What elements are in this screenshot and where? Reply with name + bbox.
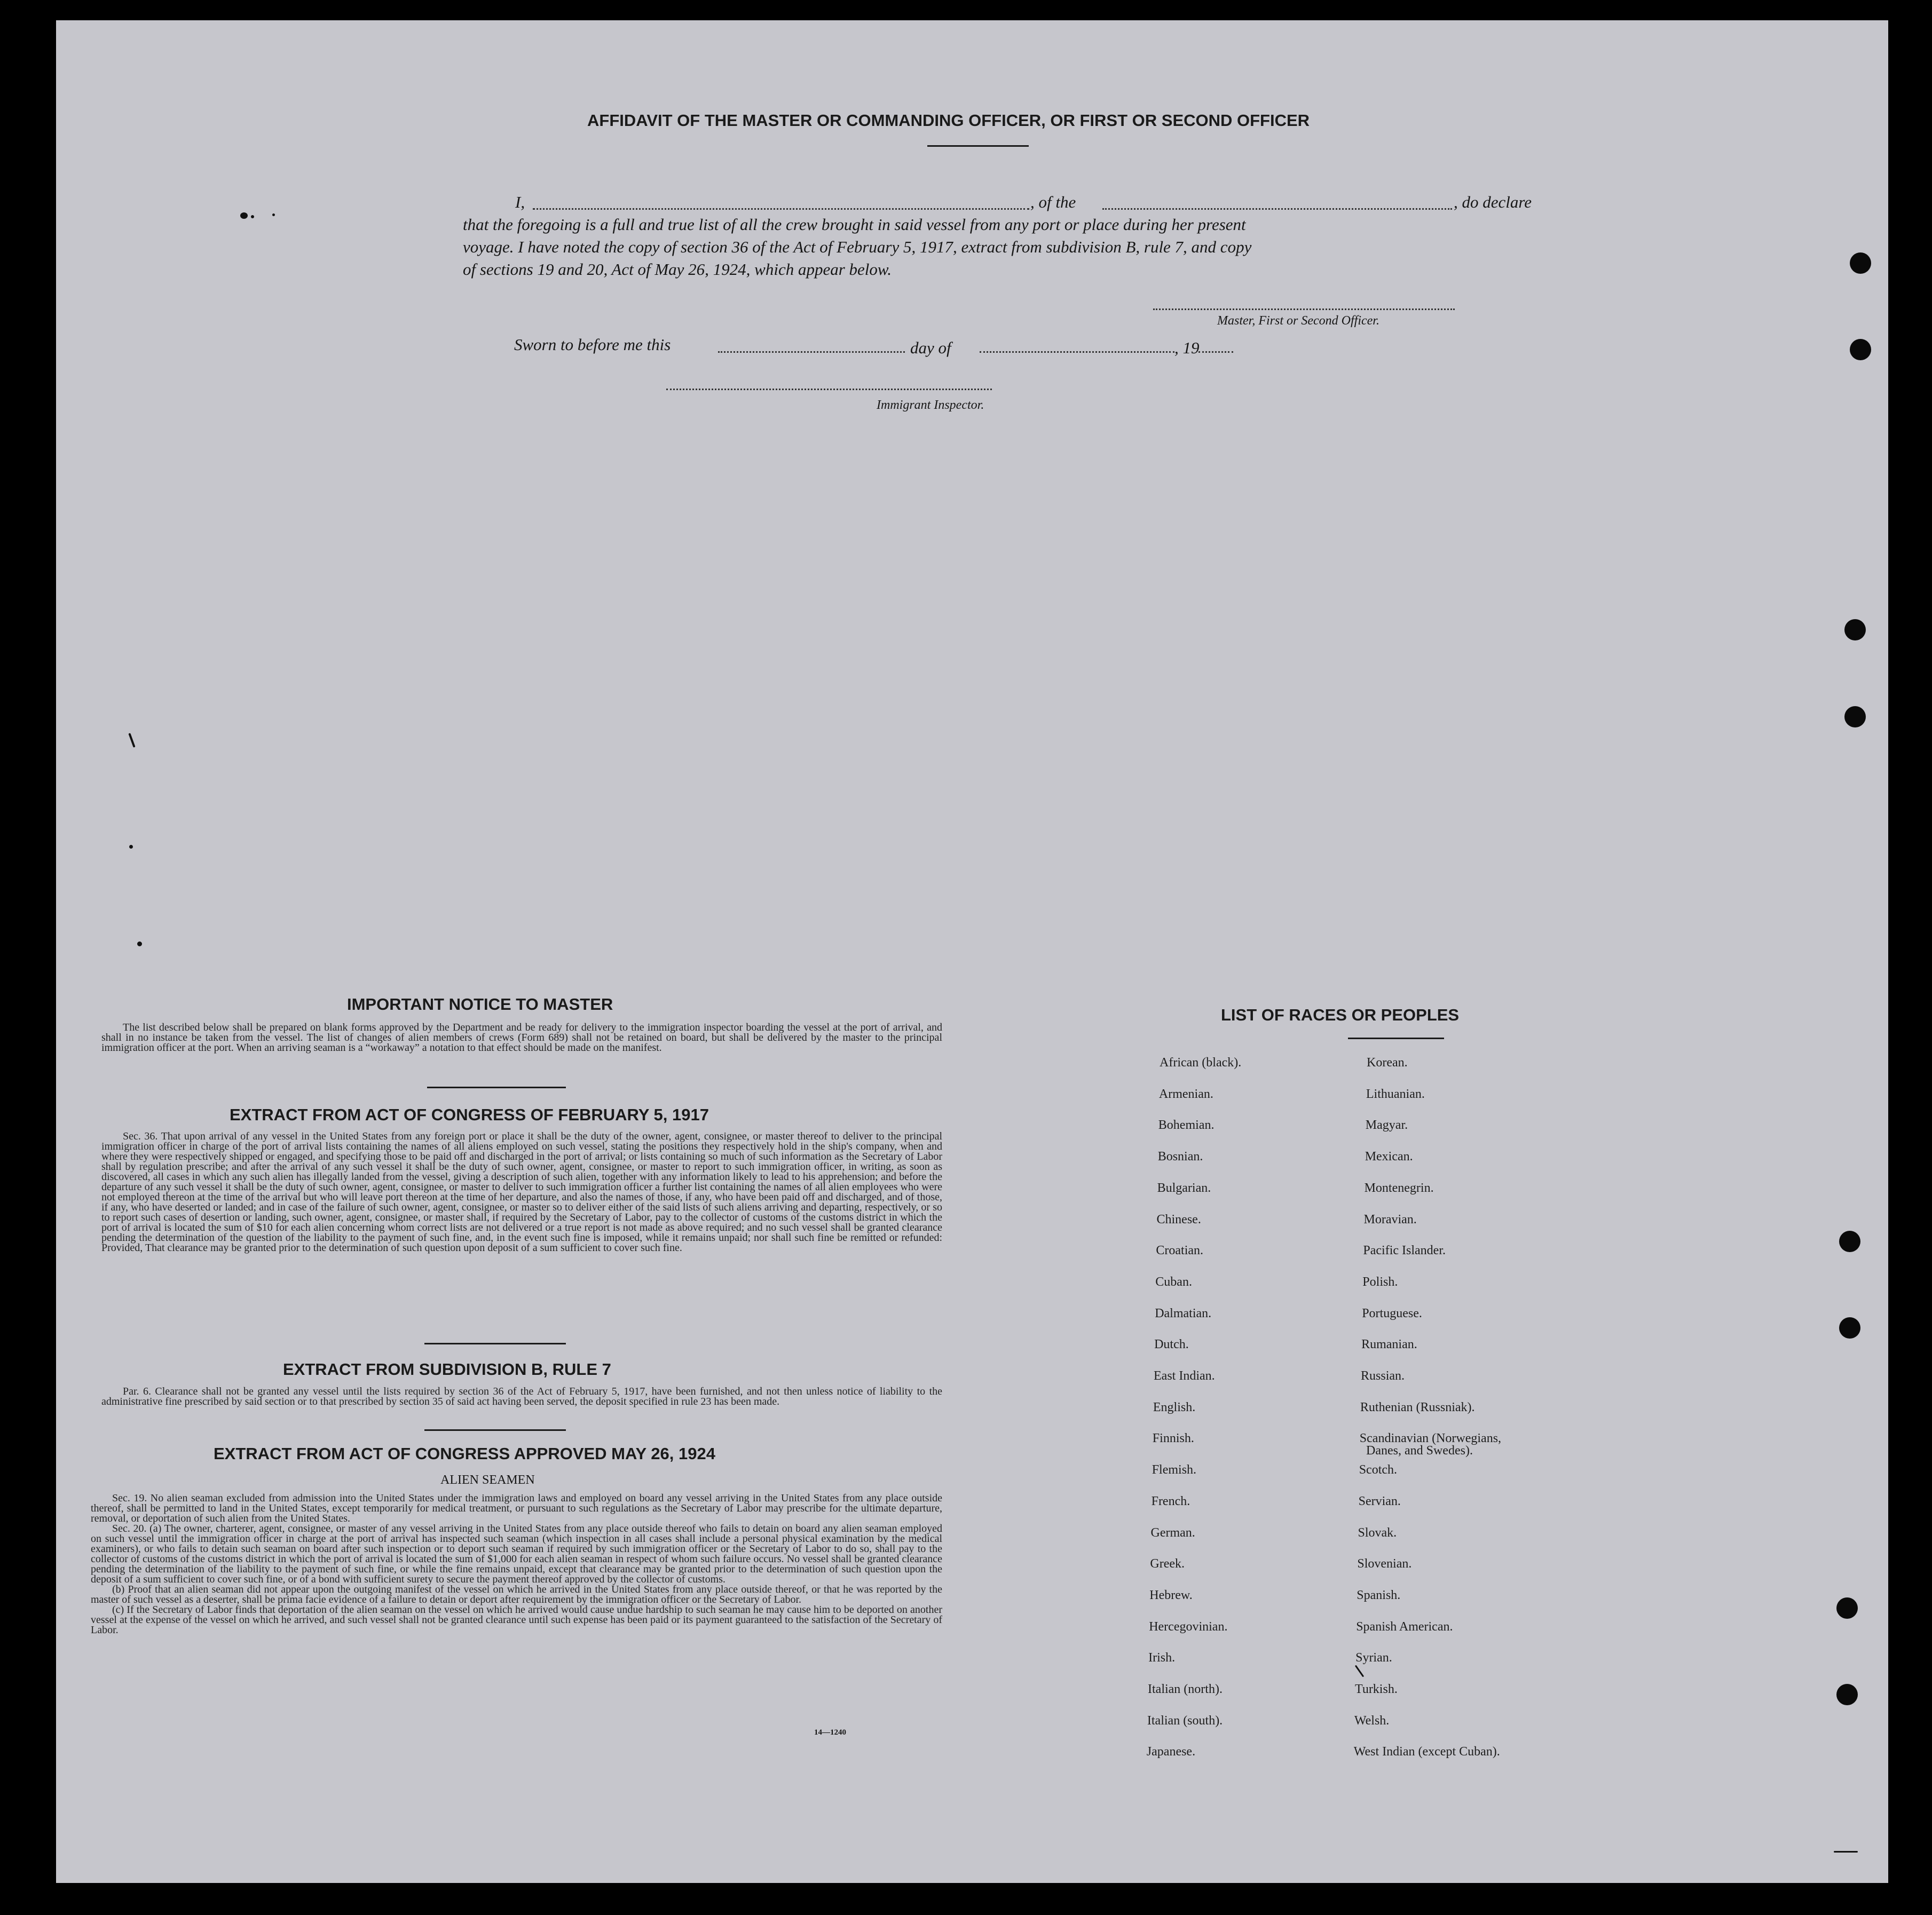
- affidavit-line1-of-the: , of the: [1030, 193, 1076, 211]
- race-item: Magyar.: [1365, 1118, 1408, 1133]
- race-item: Servian.: [1358, 1494, 1401, 1508]
- ink-speck: [1834, 1851, 1858, 1853]
- rule7-text: [101, 1387, 942, 1407]
- race-item: Bulgarian.: [1157, 1181, 1211, 1195]
- notice-paragraph: The list described below shall be prepared on blank forms approved by the Department and be ready for delivery to the immigration inspector boarding the vessel at the port of arrival, and shall in no instance be taken from the vessel. The list of changes of alien members of crews (Form 689) shall not be retained on board, but shall be delivered by the master to the principal immigration officer at the port. When an arriving seaman is a “workaway” a notation to that effect should be made on the manifest.: [101, 1022, 942, 1054]
- race-item: Montenegrin.: [1364, 1181, 1434, 1195]
- binder-hole: [1836, 1684, 1858, 1705]
- affidavit-line1-declare: , do declare: [1454, 193, 1532, 211]
- race-item: Flemish.: [1152, 1463, 1197, 1477]
- race-item: Dalmatian.: [1155, 1306, 1212, 1320]
- ink-speck: [129, 845, 133, 849]
- race-item: Japanese.: [1146, 1745, 1196, 1759]
- ink-speck: [272, 213, 275, 216]
- binder-hole: [1844, 706, 1866, 727]
- binder-hole: [1850, 339, 1871, 360]
- race-item: Greek.: [1150, 1557, 1185, 1571]
- race-item: Spanish.: [1357, 1588, 1401, 1602]
- affidavit-line4: of sections 19 and 20, Act of May 26, 1924, which appear below.: [463, 260, 892, 279]
- race-item: Syrian.: [1355, 1651, 1392, 1665]
- race-item: Dutch.: [1154, 1338, 1189, 1352]
- race-item: French.: [1151, 1494, 1190, 1508]
- inspector-caption: Immigrant Inspector.: [877, 398, 984, 412]
- binder-hole: [1850, 252, 1871, 274]
- notice-divider: [427, 1087, 566, 1088]
- year-text: , 19: [1174, 338, 1200, 357]
- race-item: Polish.: [1362, 1275, 1398, 1289]
- vessel-name-field[interactable]: [1102, 208, 1452, 210]
- affidavit-line1-i: I,: [515, 193, 525, 211]
- race-item: Bosnian.: [1157, 1150, 1203, 1164]
- form-page: [56, 20, 1888, 1883]
- races-title-underline: [1348, 1038, 1444, 1039]
- affidavit-line2: that the foregoing is a full and true list of all the crew brought in said vessel from any port or place during her present: [463, 215, 1246, 234]
- race-item: Finnish.: [1152, 1431, 1194, 1446]
- race-item: Hercegovinian.: [1149, 1619, 1228, 1634]
- race-item: Ruthenian (Russniak).: [1360, 1400, 1475, 1414]
- section-20a-paragraph: Sec. 20. (a) The owner, charterer, agent, consignee, or master of any vessel arriving in the United States from any place outside thereof who fails to detain on board any alien seaman employed on such vessel until the immigration officer in charge at the port of arrival has inspected such seaman (which inspection in all cases shall include a personal physical examination by the medical examiners), or who fails to detain such seaman on board after such inspection or to deport such seaman if required by such immigration officer or the Secretary of Labor to do so, shall pay to the collector of customs of the customs district in which the port of arrival is located the sum of $1,000 for each alien seaman in respect of whom such failure occurs. No vessel shall be granted clearance pending the determination of the liability to the payment of such fine, or while the fine remains unpaid, except that clearance may be granted prior to the determination of such question upon the deposit of a sum sufficient to cover such fine, or of a bond with sufficient surety to secure the payment thereof approved by the collector of customs.: [91, 1523, 942, 1585]
- race-item: Slovenian.: [1357, 1557, 1412, 1571]
- race-item: East Indian.: [1154, 1369, 1215, 1383]
- inspector-signature-field[interactable]: [666, 389, 992, 390]
- sworn-month-field[interactable]: [980, 351, 1174, 353]
- extract-1917-divider: [424, 1343, 566, 1344]
- ink-speck: [251, 215, 254, 218]
- master-caption: Master, First or Second Officer.: [1217, 314, 1379, 328]
- races-title: LIST OF RACES OR PEOPLES: [1221, 1006, 1460, 1024]
- ink-speck: [1355, 1665, 1364, 1677]
- race-item: Chinese.: [1156, 1212, 1201, 1226]
- alien-seamen-subtitle: ALIEN SEAMEN: [440, 1473, 535, 1487]
- race-item: Irish.: [1148, 1651, 1176, 1665]
- rule7-paragraph: Par. 6. Clearance shall not be granted any vessel until the lists required by section 36 of the Act of February 5, 1917, have been furnished, and not then unless notice of liability to the administrative fine prescribed by said section or to that prescribed by section 35 of said act having been served, the deposit specified in rule 23 has been made.: [101, 1386, 942, 1407]
- race-item-scandinavian-cont: Danes, and Swedes).: [1366, 1444, 1473, 1458]
- ink-speck: [240, 212, 248, 219]
- race-item: Croatian.: [1156, 1244, 1204, 1258]
- race-item: Slovak.: [1358, 1525, 1397, 1540]
- extract-1924-text: [91, 1493, 942, 1635]
- race-item: Armenian.: [1158, 1087, 1213, 1101]
- race-item: Pacific Islander.: [1363, 1244, 1446, 1258]
- affidavit-line3: voyage. I have noted the copy of section 36 of the Act of February 5, 1917, extract from subdivision B, rule 7, and copy: [463, 238, 1252, 256]
- extract-1924-title: EXTRACT FROM ACT OF CONGRESS APPROVED MAY 26, 1924: [214, 1444, 715, 1463]
- race-item: Rumanian.: [1361, 1338, 1417, 1352]
- binder-hole: [1839, 1317, 1860, 1339]
- race-item: Russian.: [1361, 1369, 1405, 1383]
- race-item: Hebrew.: [1149, 1588, 1193, 1602]
- officer-name-field[interactable]: [533, 208, 1029, 210]
- race-item: West Indian (except Cuban).: [1353, 1745, 1500, 1759]
- race-item: Bohemian.: [1158, 1118, 1215, 1133]
- affidavit-title: AFFIDAVIT OF THE MASTER OR COMMANDING OFFICER, OR FIRST OR SECOND OFFICER: [587, 111, 1310, 130]
- race-item: Scotch.: [1359, 1463, 1398, 1477]
- ink-speck: [128, 733, 135, 748]
- master-signature-field[interactable]: [1153, 308, 1455, 310]
- section-19-paragraph: Sec. 19. No alien seaman excluded from admission into the United States under the immigration laws and employed on board any vessel arriving in the United States from any place outside thereof, shall be permitted to land in the United States, except temporarily for medical treatment, or pursuant to such regulations as the Secretary of Labor may prescribe for the ultimate departure, removal, or deportation of such alien from the United States.: [91, 1492, 942, 1524]
- sworn-year-field[interactable]: [1198, 351, 1233, 353]
- notice-title: IMPORTANT NOTICE TO MASTER: [347, 995, 613, 1014]
- section-20b-paragraph: (b) Proof that an alien seaman did not appear upon the outgoing manifest of the vessel on which he arrived in the United States from any place outside thereof, or that he was reported by the master of such vessel as a deserter, shall be prima facie evidence of a failure to detain or deport after requirement by the immigration officer or the Secretary of Labor.: [91, 1584, 942, 1605]
- race-item: Welsh.: [1354, 1713, 1390, 1728]
- extract-1917-title: EXTRACT FROM ACT OF CONGRESS OF FEBRUARY 5, 1917: [230, 1105, 709, 1124]
- rule7-divider: [424, 1429, 566, 1431]
- race-item: Lithuanian.: [1366, 1087, 1425, 1101]
- race-item: Portuguese.: [1362, 1306, 1422, 1320]
- day-of-text: day of: [910, 338, 951, 357]
- race-item: African (black).: [1160, 1056, 1242, 1070]
- race-item: Korean.: [1367, 1056, 1408, 1070]
- notice-text: [101, 1023, 942, 1053]
- race-item: Turkish.: [1355, 1682, 1398, 1696]
- race-item: Spanish American.: [1356, 1619, 1453, 1634]
- binder-hole: [1836, 1597, 1858, 1619]
- sworn-text: Sworn to before me this: [514, 335, 671, 354]
- affidavit-title-underline: [927, 145, 1029, 147]
- sworn-day-field[interactable]: [718, 351, 905, 353]
- race-item: Cuban.: [1155, 1275, 1192, 1289]
- race-item: Scandinavian (Norwegians,: [1359, 1431, 1502, 1446]
- race-item: English.: [1153, 1400, 1196, 1414]
- race-item: Moravian.: [1363, 1212, 1417, 1226]
- race-item: Mexican.: [1365, 1150, 1413, 1164]
- rule7-title: EXTRACT FROM SUBDIVISION B, RULE 7: [283, 1360, 611, 1379]
- race-item: German.: [1150, 1525, 1195, 1540]
- binder-hole: [1839, 1231, 1860, 1252]
- form-number: 14—1240: [814, 1728, 846, 1737]
- race-item: Italian (north).: [1148, 1682, 1223, 1696]
- section-20c-paragraph: (c) If the Secretary of Labor finds that deportation of the alien seaman on the vessel on which he arrived would cause undue hardship to such seaman he may cause him to be deported on another vessel at the expense of the vessel on which he arrived, and such vessel shall not be granted clearance until such expense has been paid or its payment guaranteed to the satisfaction of the Secretary of Labor.: [91, 1604, 942, 1636]
- section-36-paragraph: Sec. 36. That upon arrival of any vessel in the United States from any foreign port or place it shall be the duty of the owner, agent, consignee, or master thereof to deliver to the principal immigration officer in charge of the port of arrival lists containing the names of all aliens employed on such vessel, stating the positions they respectively hold in the ship's company, when and where they were respectively shipped or engaged, and specifying those to be paid off and discharged in the port of arrival; or lists containing so much of such information as the Secretary of Labor shall by regulation prescribe; and after the arrival of any such vessel it shall be the duty of such owner, agent, consignee, or master to report to such immigration officer, in writing, as soon as discovered, all cases in which any such alien has illegally landed from the vessel, giving a description of such alien, together with any information likely to lead to his apprehension; and before the departure of any such vessel it shall be the duty of such owner, agent, consignee, or master to deliver to such immigration officer a further list containing the names of all alien employees who were not employed thereon at the time of the arrival but who will leave port thereon at the time of her departure, and also the names of those, if any, who have been paid off and discharged, and of those, if any, who have deserted or landed; and in case of the failure of such owner, agent, consignee, or master so to deliver either of the said lists of such aliens arriving and departing, respectively, or so to report such cases of desertion or landing, such owner, agent, consignee, or master shall, if required by the Secretary of Labor, pay to the collector of customs of the customs district in which the port of arrival is located the sum of $10 for each alien concerning whom correct lists are not delivered or a true report is not made as above required; and no such vessel shall be granted clearance pending the determination of the question of the liability to the payment of such fine, and, in the event such fine is imposed, while it remains unpaid; nor shall such fine be remitted or refunded: Provided, That clearance may be granted prior to the determination of such question upon deposit of a sum sufficient to cover such fine.: [101, 1130, 942, 1254]
- binder-hole: [1844, 619, 1866, 640]
- race-item: Italian (south).: [1147, 1713, 1223, 1728]
- extract-1917-text: [101, 1131, 942, 1253]
- ink-speck: [137, 941, 142, 946]
